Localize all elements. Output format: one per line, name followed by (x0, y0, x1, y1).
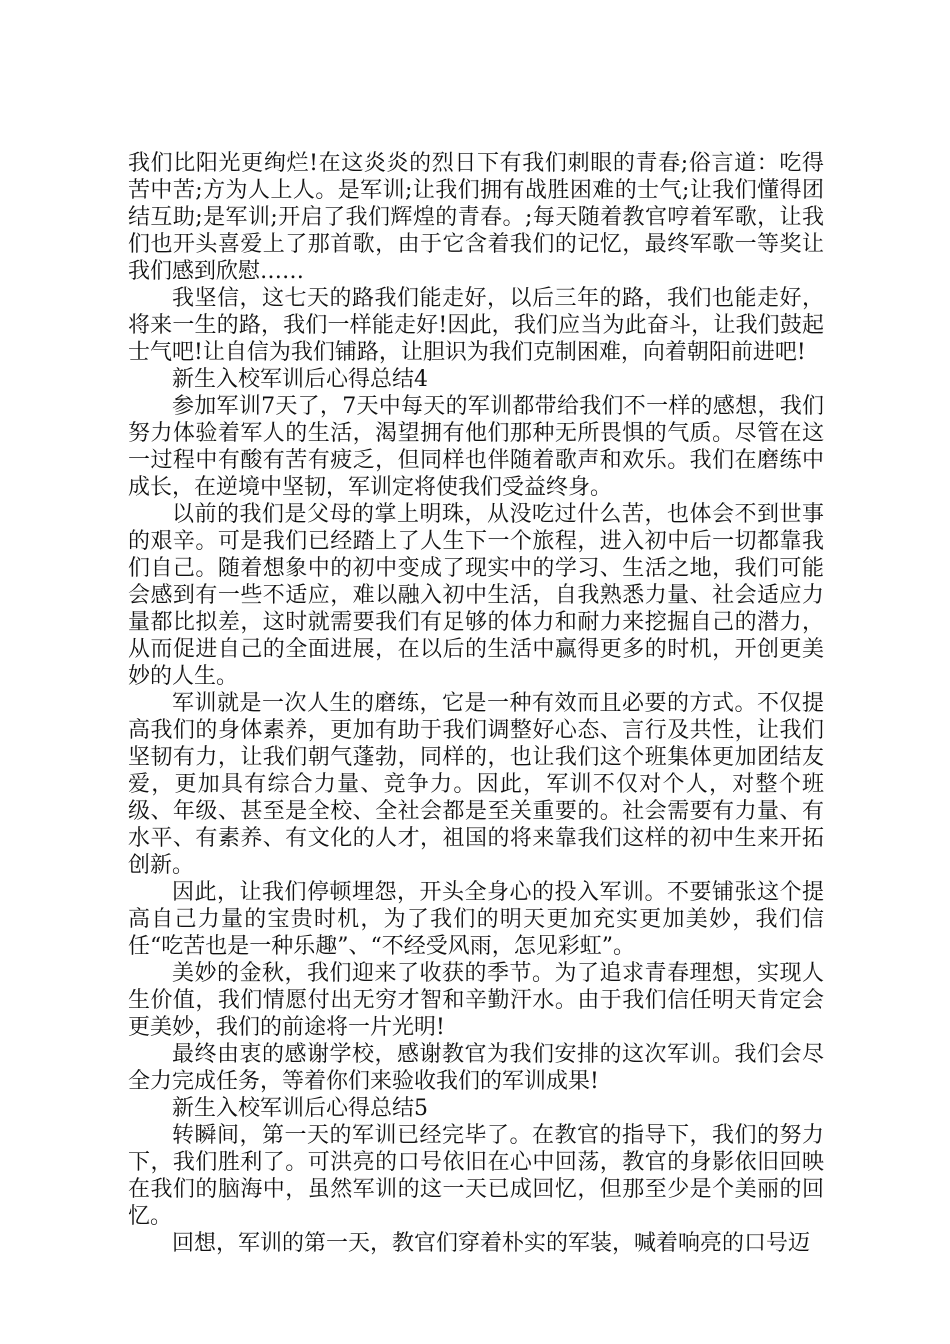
paragraph: 参加军训7天了，7天中每天的军训都带给我们不一样的感想，我们努力体验着军人的生活，渴望拥有他们那种无所畏惧的气质。尽管在这一过程中有酸有苦有疲乏，但同样也伴随着歌声和欢乐。我们在磨练中成长，在逆境中坚韧，军训定将使我们受益终身。 (128, 394, 824, 500)
paragraph: 因此，让我们停顿埋怨，开头全身心的投入军训。不要铺张这个提高自己力量的宝贵时机，为了我们的明天更加充实更加美妙，我们信任“吃苦也是一种乐趣”、“不经受风雨，怎见彩虹”。 (128, 880, 824, 959)
section-heading: 新生入校军训后心得总结5 (172, 1096, 428, 1121)
section-heading: 新生入校军训后心得总结4 (172, 367, 428, 392)
document-page (128, 150, 824, 1257)
paragraph: 回想，军训的第一天，教官们穿着朴实的军装，喊着响亮的口号迈 (172, 1231, 811, 1256)
paragraph: 最终由衷的感谢学校，感谢教官为我们安排的这次军训。我们会尽全力完成任务，等着你们来验收我们的军训成果! (128, 1042, 824, 1094)
paragraph: 我坚信，这七天的路我们能走好，以后三年的路，我们也能走好，将来一生的路，我们一样能走好!因此，我们应当为此奋斗，让我们鼓起士气吧!让自信为我们铺路，让胆识为我们克制困难，向着朝阳前进吧! (128, 286, 824, 365)
paragraph: 转瞬间，第一天的军训已经完毕了。在教官的指导下，我们的努力下，我们胜利了。可洪亮的口号依旧在心中回荡，教官的身影依旧回映在我们的脑海中，虽然军训的这一天已成回忆，但那至少是个美丽的回忆。 (128, 1123, 824, 1229)
paragraph: 美妙的金秋，我们迎来了收获的季节。为了追求青春理想，实现人生价值，我们情愿付出无穷才智和辛勤汗水。由于我们信任明天肯定会更美妙，我们的前途将一片光明! (128, 961, 824, 1040)
paragraph: 我们比阳光更绚烂!在这炎炎的烈日下有我们刺眼的青春;俗言道：吃得苦中苦;方为人上人。是军训;让我们拥有战胜困难的士气;让我们懂得团结互助;是军训;开启了我们辉煌的青春。;每天随着教官哼着军歌，让我们也开头喜爱上了那首歌，由于它含着我们的记忆，最终军歌一等奖让我们感到欣慰…… (128, 151, 824, 284)
paragraph: 军训就是一次人生的磨练，它是一种有效而且必要的方式。不仅提高我们的身体素养，更加有助于我们调整好心态、言行及共性，让我们坚韧有力，让我们朝气蓬勃，同样的，也让我们这个班集体更加团结友爱，更加具有综合力量、竞争力。因此，军训不仅对个人，对整个班级、年级、甚至是全校、全社会都是至关重要的。社会需要有力量、有水平、有素养、有文化的人才，祖国的将来靠我们这样的初中生来开拓创新。 (128, 691, 824, 878)
paragraph: 以前的我们是父母的掌上明珠，从没吃过什么苦，也体会不到世事的艰辛。可是我们已经踏上了人生下一个旅程，进入初中后一切都靠我们自己。随着想象中的初中变成了现实中的学习、生活之地，我们可能会感到有一些不适应，难以融入初中生活，自我熟悉力量、社会适应力量都比拟差，这时就需要我们有足够的体力和耐力来挖掘自己的潜力，从而促进自己的全面进展，在以后的生活中赢得更多的时机，开创更美妙的人生。 (128, 502, 824, 689)
